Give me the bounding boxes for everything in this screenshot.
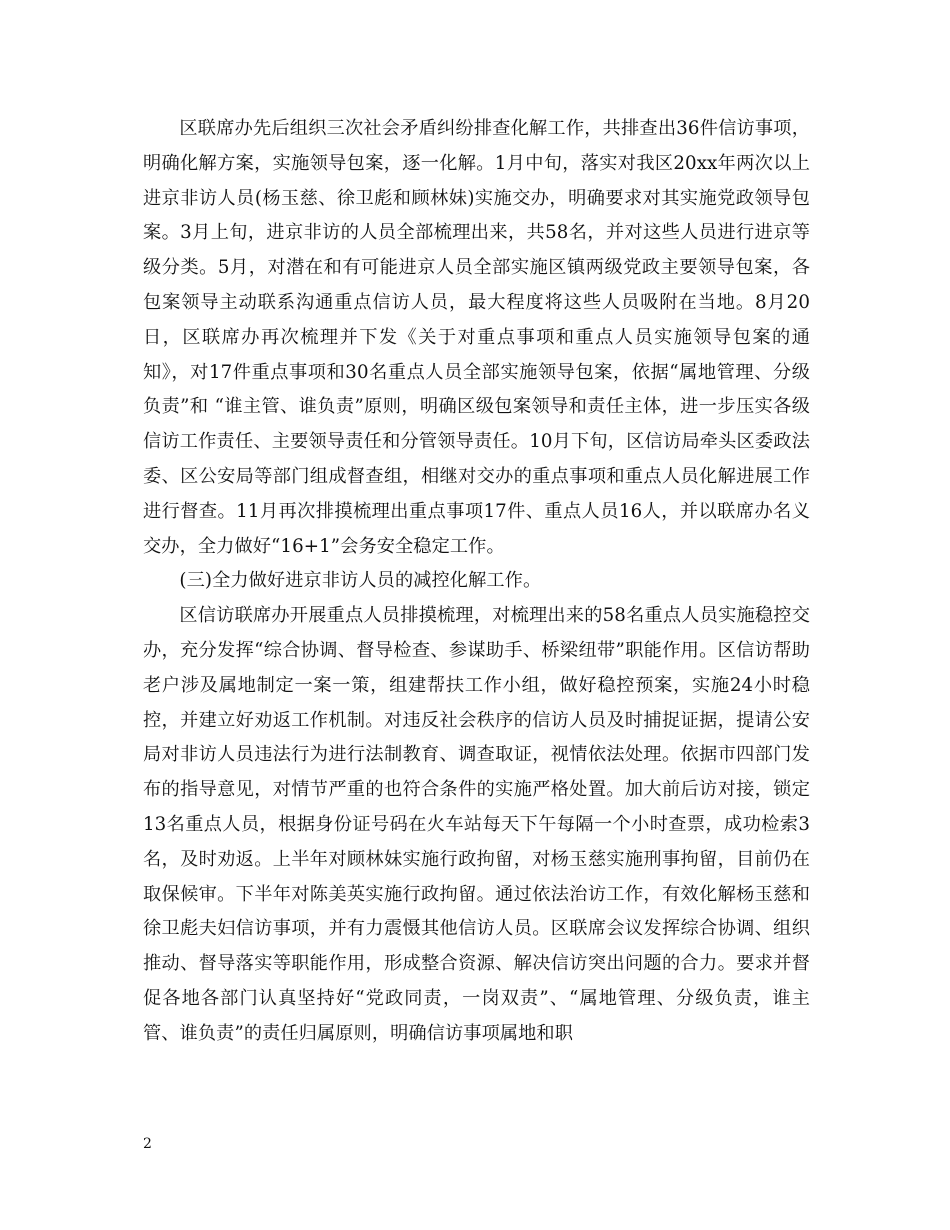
section-heading: (三)全力做好进京非访人员的减控化解工作。 bbox=[179, 570, 542, 592]
paragraph-2: 区信访联席办开展重点人员排摸梳理，对梳理出来的58名重点人员实施稳控交办，充分发挥“综合协调、督导检查、参谋助手、桥梁纽带”职能作用。区信访帮助老户涉及属地制定一案一策，组建帮扶工作小组，做好稳控预案，实施24小时稳控，并建立好劝返工作机制。对违反社会秩序的信访人员及时捕捉证据，提请公安局对非访人员违法行为进行法制教育、调查取证，视情依法处理。依据市四部门发布的指导意见，对情节严重的也符合条件的实施严格处置。加大前后访对接，锁定13名重点人员，根据身份证号码在火车站每天下午每隔一个小时查票，成功检索3名，及时劝返。上半年对顾林妹实施行政拘留，对杨玉慈实施刑事拘留，目前仍在取保候审。下半年对陈美英实施行政拘留。通过依法治访工作，有效化解杨玉慈和徐卫彪夫妇信访事项，并有力震慑其他信访人员。区联席会议发挥综合协调、组织推动、督导落实等职能作用，形成整合资源、解决信访突出问题的合力。要求并督促各地各部门认真坚持好“党政同责，一岗双责”、“属地管理、分级负责，谁主管、谁负责”的责任归属原则，明确信访事项属地和职 bbox=[143, 605, 810, 1044]
body-text bbox=[143, 112, 810, 1052]
paragraph-1: 区联席办先后组织三次社会矛盾纠纷排查化解工作，共排查出36件信访事项，明确化解方案，实施领导包案，逐一化解。1月中旬，落实对我区20xx年两次以上进京非访人员(杨玉慈、徐卫彪和顾林妹)实施交办，明确要求对其实施党政领导包案。3月上旬，进京非访的人员全部梳理出来，共58名，并对这些人员进行进京等级分类。5月，对潜在和有可能进京人员全部实施区镇两级党政主要领导包案，各包案领导主动联系沟通重点信访人员，最大程度将这些人员吸附在当地。8月20日，区联席办再次梳理并下发《关于对重点事项和重点人员实施领导包案的通知》，对17件重点事项和30名重点人员全部实施领导包案，依据“属地管理、分级负责”和 “谁主管、谁负责”原则，明确区级包案领导和责任主体，进一步压实各级信访工作责任、主要领导责任和分管领导责任。10月下旬，区信访局牵头区委政法委、区公安局等部门组成督查组，相继对交办的重点事项和重点人员化解进展工作进行督查。11月再次排摸梳理出重点事项17件、重点人员16人，并以联席办名义交办，全力做好“16+1”会务安全稳定工作。 bbox=[143, 118, 810, 557]
page-number: 2 bbox=[143, 1136, 152, 1152]
